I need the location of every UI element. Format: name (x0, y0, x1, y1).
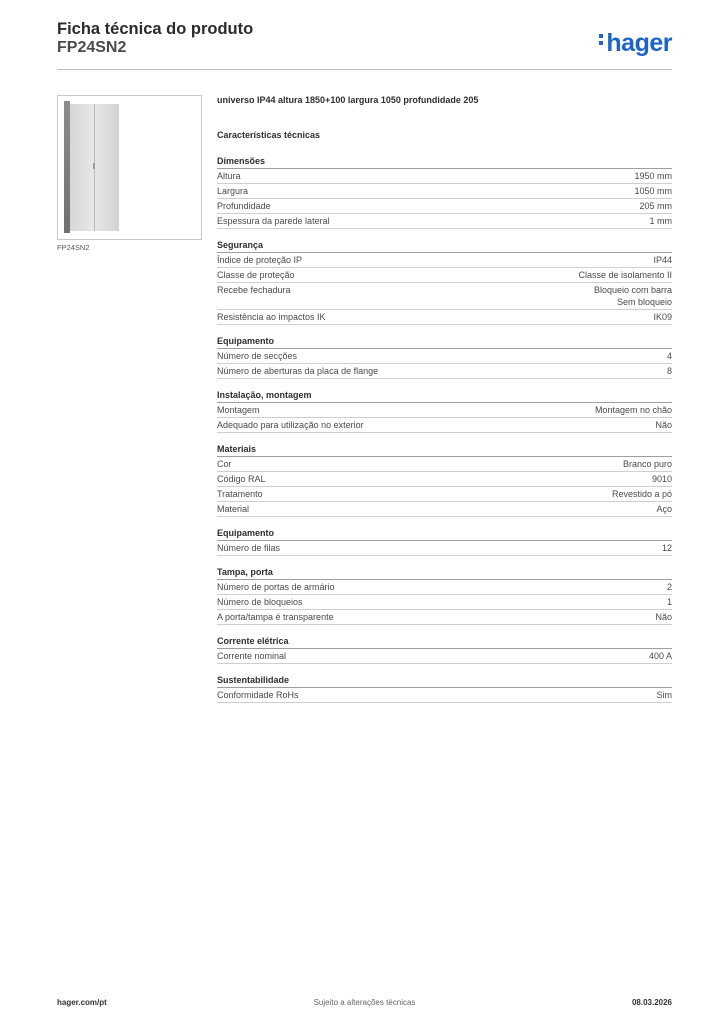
spec-row (217, 487, 672, 502)
spec-section (217, 635, 672, 664)
spec-value-line: Sim (656, 690, 672, 700)
spec-label: Classe de proteção (217, 270, 295, 280)
spec-label: Índice de proteção IP (217, 255, 303, 265)
spec-value (578, 269, 672, 281)
spec-value (655, 419, 672, 431)
spec-row (217, 472, 672, 487)
product-code: FP24SN2 (57, 39, 127, 56)
spec-row (217, 253, 672, 268)
spec-value (653, 311, 672, 323)
spec-row (217, 457, 672, 472)
section-title: Corrente elétrica (217, 635, 672, 649)
cabinet-illustration (64, 101, 119, 233)
spec-row (217, 610, 672, 625)
spec-label: Altura (217, 171, 241, 181)
spec-row (217, 169, 672, 184)
spec-row (217, 688, 672, 703)
page-footer (57, 998, 672, 1010)
spec-value (649, 650, 672, 662)
spec-value-line: IP44 (653, 255, 672, 265)
spec-value (667, 581, 672, 593)
spec-row (217, 349, 672, 364)
page-title: Ficha técnica do produto (57, 20, 254, 38)
spec-label: Adequado para utilização no exterior (217, 420, 364, 430)
spec-label: A porta/tampa é transparente (217, 612, 334, 622)
spec-row (217, 310, 672, 325)
spec-value (639, 200, 672, 212)
spec-value-line: 12 (661, 543, 672, 553)
header-divider (57, 69, 672, 70)
spec-label: Profundidade (217, 201, 271, 211)
spec-value (634, 185, 672, 197)
spec-label: Número de filas (217, 543, 281, 553)
spec-value-line: Sem bloqueio (616, 297, 672, 307)
section-title: Instalação, montagem (217, 389, 672, 403)
section-title: Tampa, porta (217, 566, 672, 580)
spec-label: Material (217, 504, 250, 514)
section-title: Segurança (217, 239, 672, 253)
spec-label: Largura (217, 186, 249, 196)
spec-row (217, 283, 672, 310)
spec-section (217, 335, 672, 379)
spec-row (217, 214, 672, 229)
spec-value-line: 2 (666, 582, 672, 592)
spec-sections (217, 155, 672, 703)
spec-row (217, 364, 672, 379)
spec-section (217, 674, 672, 703)
spec-row (217, 199, 672, 214)
section-title: Equipamento (217, 527, 672, 541)
spec-label: Recebe fechadura (217, 285, 291, 295)
spec-row (217, 541, 672, 556)
spec-value (667, 365, 672, 377)
spec-row (217, 649, 672, 664)
logo-colon-icon (599, 32, 603, 48)
spec-label: Número de bloqueios (217, 597, 303, 607)
spec-value (594, 284, 672, 308)
spec-value (634, 170, 672, 182)
spec-value (653, 254, 672, 266)
footer-date: 08.03.2026 (631, 998, 672, 1007)
spec-label: Número de aberturas da placa de flange (217, 366, 379, 376)
spec-value (667, 596, 672, 608)
spec-section (217, 566, 672, 625)
spec-value-line: Não (655, 612, 672, 622)
spec-content (217, 95, 672, 713)
spec-value-line: Branco puro (622, 459, 672, 469)
spec-value-line: 8 (666, 366, 672, 376)
footer-notice: Sujeito a alterações técnicas (313, 998, 416, 1007)
product-image-caption: FP24SN2 (57, 243, 90, 252)
page-header (57, 20, 672, 70)
spec-row (217, 418, 672, 433)
section-title: Sustentabilidade (217, 674, 672, 688)
spec-label: Conformidade RoHs (217, 690, 299, 700)
spec-value (623, 458, 672, 470)
spec-value-line: Montagem no chão (594, 405, 672, 415)
spec-value-line: 9010 (651, 474, 672, 484)
section-title: Equipamento (217, 335, 672, 349)
spec-value-line: 400 A (648, 651, 672, 661)
spec-value-line: Aço (656, 504, 672, 514)
spec-section (217, 527, 672, 556)
spec-label: Número de portas de armário (217, 582, 335, 592)
spec-label: Código RAL (217, 474, 266, 484)
spec-value-line: Classe de isolamento II (578, 270, 672, 280)
spec-label: Espessura da parede lateral (217, 216, 330, 226)
spec-row (217, 580, 672, 595)
spec-value-line: Não (655, 420, 672, 430)
spec-value (657, 689, 673, 701)
spec-label: Montagem (217, 405, 260, 415)
spec-value (595, 404, 672, 416)
spec-value (662, 542, 672, 554)
spec-value-line: IK09 (653, 312, 672, 322)
product-image (57, 95, 202, 240)
spec-label: Resistência ao impactos IK (217, 312, 326, 322)
spec-value-line: 205 mm (639, 201, 672, 211)
spec-row (217, 268, 672, 283)
spec-value-line: 1050 mm (634, 186, 672, 196)
spec-value-line: 1950 mm (634, 171, 672, 181)
spec-value-line: 1 mm (649, 216, 672, 226)
product-description: universo IP44 altura 1850+100 largura 1050 profundidade 205 (217, 95, 479, 105)
spec-section (217, 155, 672, 229)
characteristics-title: Características técnicas (217, 130, 321, 140)
spec-section (217, 239, 672, 325)
spec-value (650, 215, 673, 227)
spec-label: Corrente nominal (217, 651, 287, 661)
spec-value (612, 488, 672, 500)
spec-label: Cor (217, 459, 232, 469)
section-title: Materiais (217, 443, 672, 457)
spec-row (217, 184, 672, 199)
spec-row (217, 595, 672, 610)
spec-value (656, 503, 672, 515)
section-title: Dimensões (217, 155, 672, 169)
spec-label: Número de secções (217, 351, 298, 361)
spec-value-line: 1 (666, 597, 672, 607)
spec-row (217, 502, 672, 517)
spec-section (217, 389, 672, 433)
logo-text: hager (606, 29, 672, 57)
spec-value (655, 611, 672, 623)
footer-website[interactable]: hager.com/pt (57, 998, 107, 1007)
spec-section (217, 443, 672, 517)
spec-value (667, 350, 672, 362)
hager-logo (599, 29, 672, 58)
spec-value (652, 473, 672, 485)
spec-row (217, 403, 672, 418)
spec-label: Tratamento (217, 489, 263, 499)
spec-value-line: 4 (666, 351, 672, 361)
spec-value-line: Bloqueio com barra (593, 285, 672, 295)
spec-value-line: Revestido a pó (611, 489, 672, 499)
